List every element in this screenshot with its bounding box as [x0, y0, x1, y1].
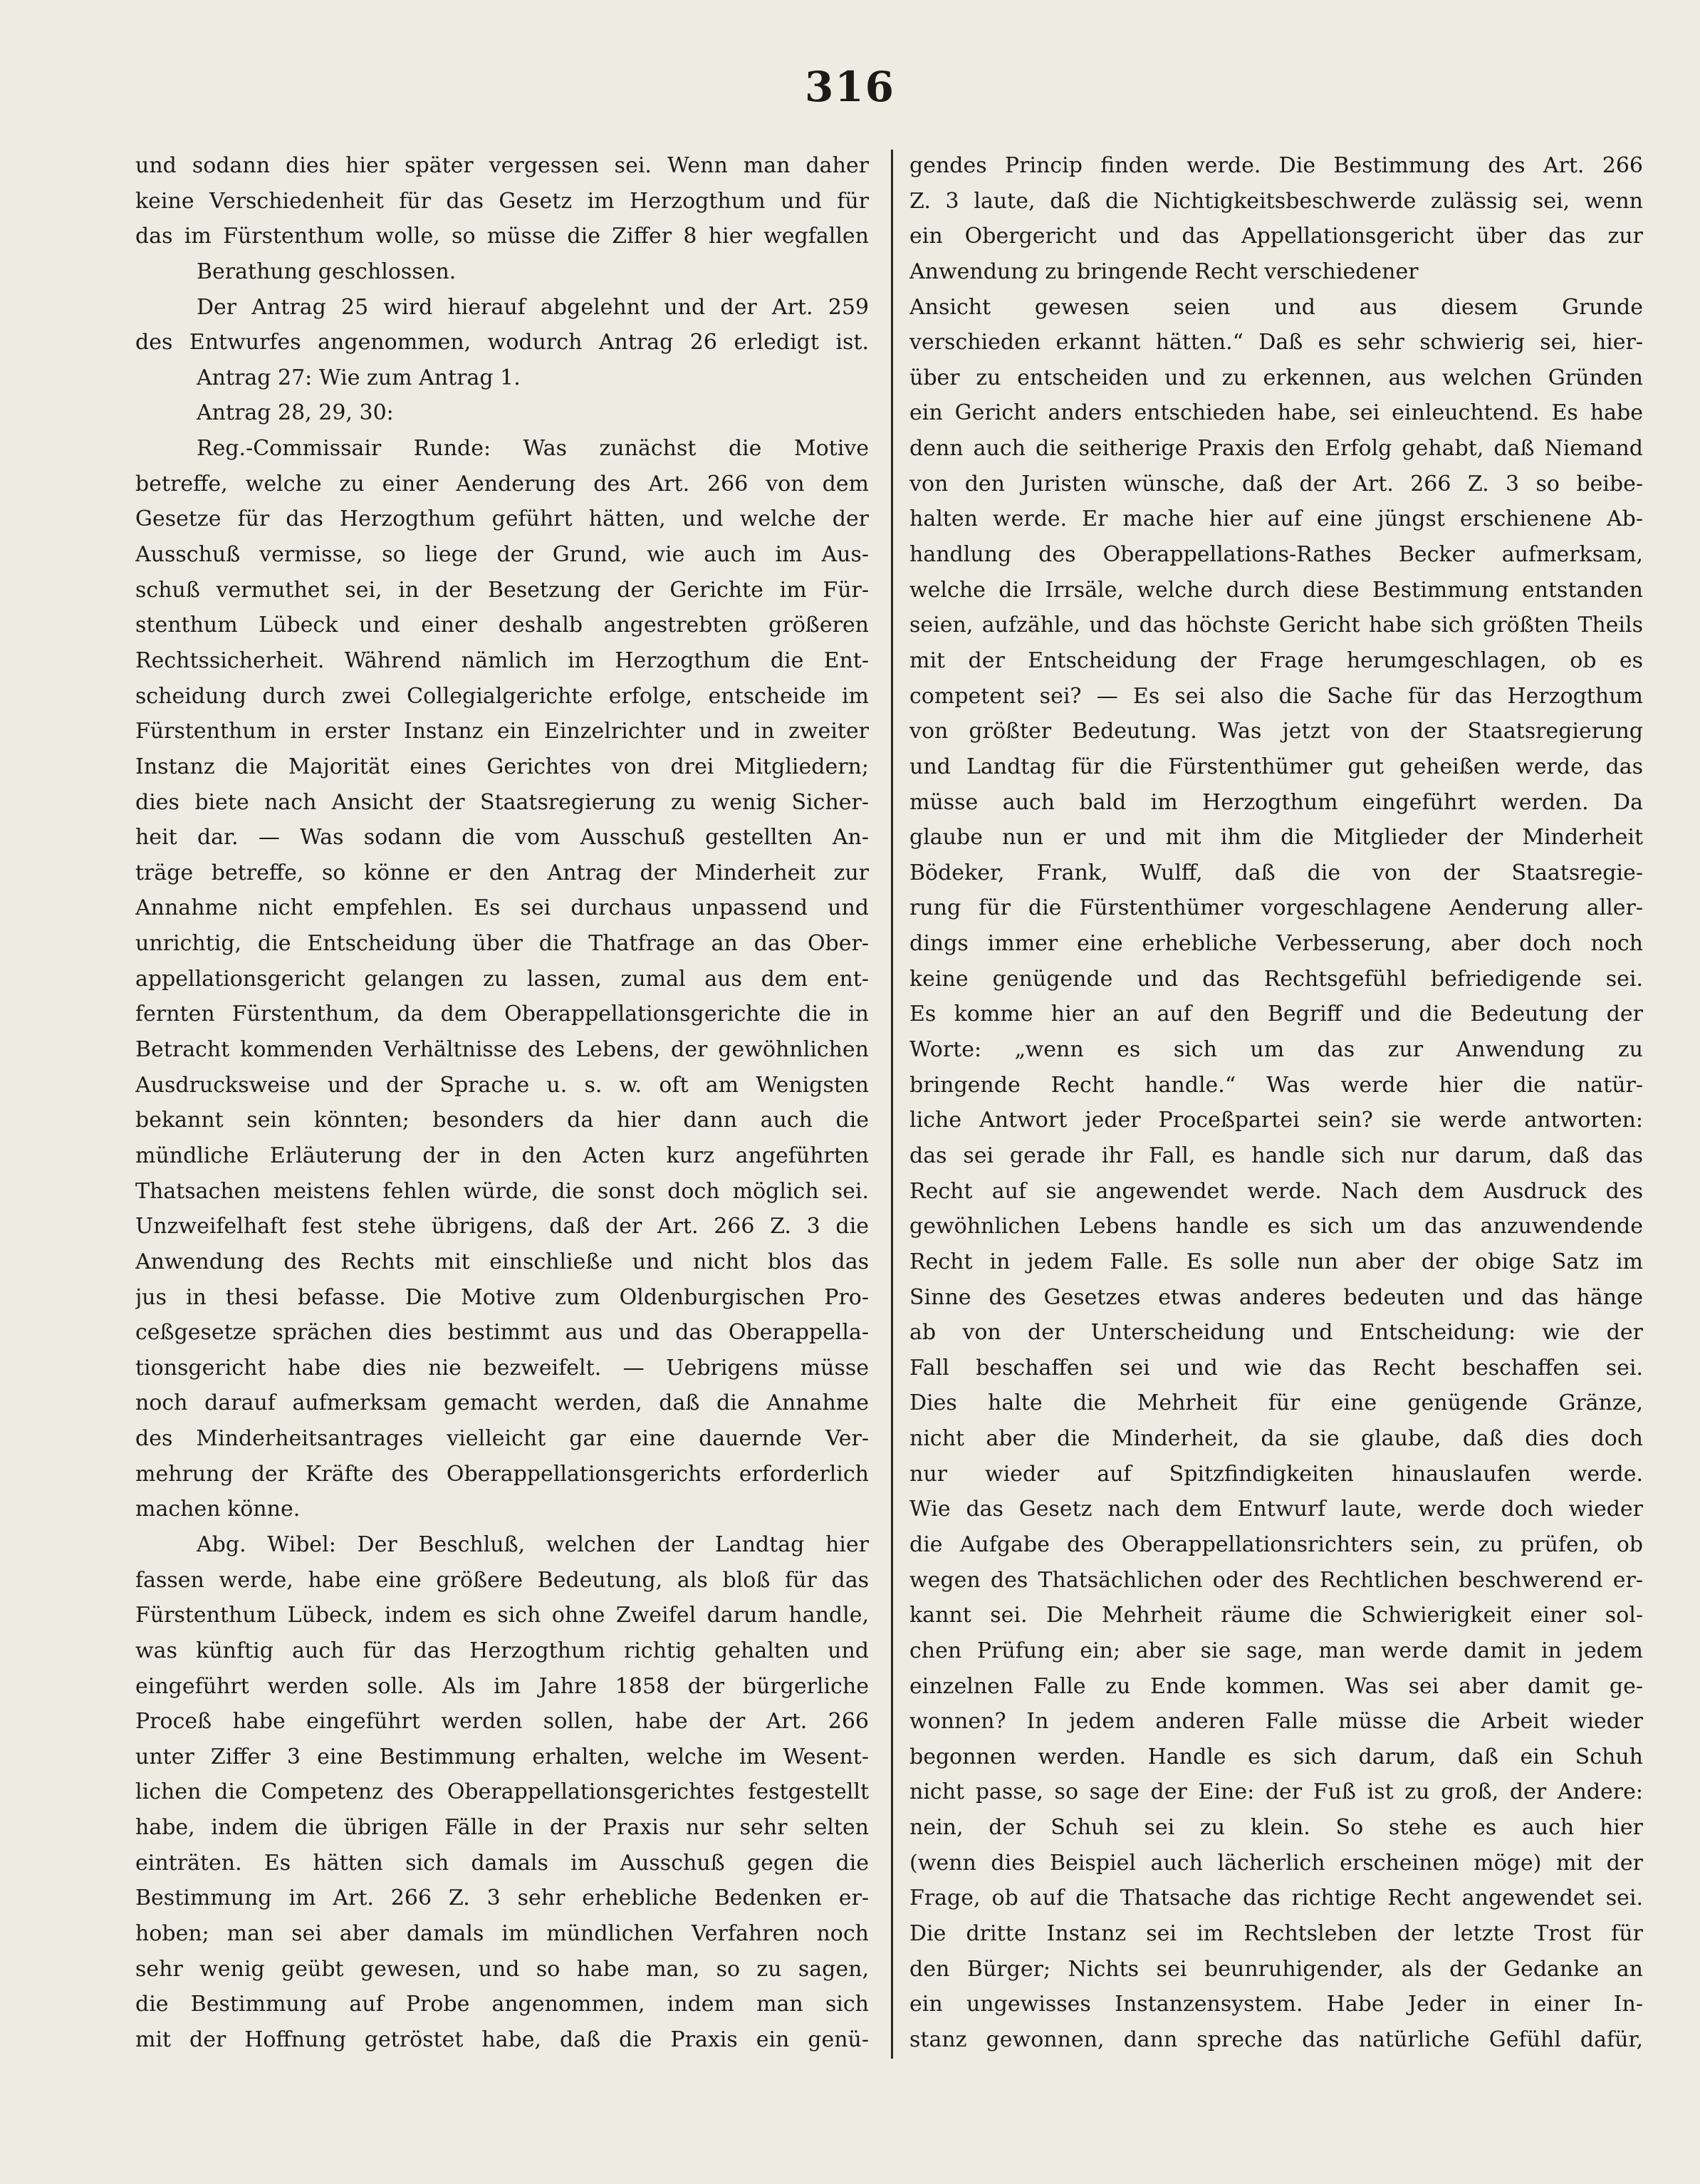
text-line: machen könne.: [135, 1497, 301, 1522]
text-line: stenthum Lübeck und einer deshalb angestrebten größeren: [135, 613, 869, 638]
text-line: (wenn dies Beispiel auch lächerlich erscheinen möge) mit der: [909, 1850, 1643, 1876]
text-line: müsse auch bald im Herzogthum eingeführt werden. Da: [909, 789, 1643, 815]
text-line: Reg.-Commissair Runde: Was zunächst die Motive: [197, 436, 869, 462]
text-line: des Entwurfes angenommen, wodurch Antrag 26 erledigt ist.: [135, 330, 869, 355]
text-line: rung für die Fürstenthümer vorgeschlagene Aenderung aller-: [909, 895, 1643, 921]
text-line: Proceß habe eingeführt werden sollen, habe der Art. 266: [135, 1709, 869, 1735]
text-line: Frage, ob auf die Thatsache das richtige Recht angewendet sei.: [909, 1886, 1643, 1911]
text-line: mit der Entscheidung der Frage herumgeschlagen, ob es: [909, 648, 1643, 673]
text-line: ein Obergericht und das Appellationsgericht über das zur: [909, 224, 1643, 249]
text-line: die Aufgabe des Oberappellationsrichters sein, zu prüfen, ob: [909, 1532, 1643, 1557]
text-line: verschieden erkannt hätten.“ Daß es sehr schwierig sei, hier-: [909, 330, 1643, 355]
text-line: dies biete nach Ansicht der Staatsregierung zu wenig Sicher-: [135, 789, 869, 815]
text-line: Fürstenthum in erster Instanz ein Einzelrichter und in zweiter: [135, 719, 869, 744]
text-line: mündliche Erläuterung der in den Acten kurz angeführten: [135, 1143, 869, 1168]
text-line: nein, der Schuh sei zu klein. So stehe es auch hier: [909, 1815, 1643, 1841]
column-divider: [891, 150, 893, 2059]
text-line: nicht passe, so sage der Eine: der Fuß ist zu groß, der Andere:: [909, 1779, 1643, 1805]
text-line: Recht auf sie angewendet werde. Nach dem Ausdruck des: [909, 1178, 1643, 1204]
text-line: Der Antrag 25 wird hierauf abgelehnt und der Art. 259: [197, 294, 869, 320]
text-line: mehrung der Kräfte des Oberappellationsgerichts erforderlich: [135, 1461, 869, 1487]
text-line: keine genügende und das Rechtsgefühl befriedigende sei.: [909, 966, 1643, 992]
text-line: bekannt sein könnten; besonders da hier dann auch die: [135, 1108, 869, 1133]
text-line: Abg. Wibel: Der Beschluß, welchen der Landtag hier: [197, 1532, 869, 1557]
text-line: fernten Fürstenthum, da dem Oberappellationsgerichte die in: [135, 1002, 869, 1027]
text-line: habe, indem die übrigen Fälle in der Praxis nur sehr selten: [135, 1815, 869, 1841]
text-line: jus in thesi befasse. Die Motive zum Oldenburgischen Pro-: [135, 1284, 869, 1310]
text-line: was künftig auch für das Herzogthum richtig gehalten und: [135, 1638, 869, 1663]
text-line: und sodann dies hier später vergessen sei. Wenn man daher: [135, 153, 869, 178]
text-line: das im Fürstenthum wolle, so müsse die Ziffer 8 hier wegfallen: [135, 224, 869, 249]
text-line: bringende Recht handle.“ Was werde hier die natür-: [909, 1072, 1643, 1098]
text-line: handlung des Oberappellations-Rathes Becker aufmerksam,: [909, 542, 1643, 568]
text-line: ein Gericht anders entschieden habe, sei einleuchtend. Es habe: [909, 400, 1643, 426]
text-line: nur wieder auf Spitzfindigkeiten hinauslaufen werde.: [909, 1461, 1643, 1487]
text-line: von den Juristen wünsche, daß der Art. 266 Z. 3 so beibe-: [909, 471, 1643, 496]
text-line: gewöhnlichen Lebens handle es sich um das anzuwendende: [909, 1214, 1643, 1239]
text-line: Instanz die Majorität eines Gerichtes von drei Mitgliedern;: [135, 754, 869, 779]
text-line: wonnen? In jedem anderen Falle müsse die Arbeit wieder: [909, 1709, 1643, 1735]
right-text-column: [909, 148, 1643, 2058]
text-line: Ausdrucksweise und der Sprache u. s. w. oft am Wenigsten: [135, 1072, 869, 1098]
text-line: Annahme nicht empfehlen. Es sei durchaus unpassend und: [135, 895, 869, 921]
text-line: kannt sei. Die Mehrheit räume die Schwierigkeit einer sol-: [909, 1603, 1643, 1628]
text-line: betreffe, welche zu einer Aenderung des Art. 266 von dem: [135, 471, 869, 496]
text-line: ein ungewisses Instanzensystem. Habe Jeder in einer In-: [909, 1992, 1643, 2017]
text-line: Fürstenthum Lübeck, indem es sich ohne Zweifel darum handle,: [135, 1603, 869, 1628]
text-line: ceßgesetze sprächen dies bestimmt aus und das Oberappella-: [135, 1320, 869, 1346]
text-line: appellationsgericht gelangen zu lassen, zumal aus dem ent-: [135, 966, 869, 992]
page-number: 316: [804, 63, 896, 111]
text-line: und Landtag für die Fürstenthümer gut geheißen werde, das: [909, 754, 1643, 779]
text-line: Ausschuß vermisse, so liege der Grund, wie auch im Aus-: [135, 542, 869, 568]
text-line: denn auch die seitherige Praxis den Erfolg gehabt, daß Niemand: [909, 436, 1643, 462]
text-line: des Minderheitsantrages vielleicht gar eine dauernde Ver-: [135, 1426, 869, 1452]
text-line: nicht aber die Minderheit, da sie glaube, daß dies doch: [909, 1426, 1643, 1452]
text-line: träge betreffe, so könne er den Antrag der Minderheit zur: [135, 860, 869, 885]
text-line: Recht in jedem Falle. Es solle nun aber der obige Satz im: [909, 1249, 1643, 1274]
text-line: Die dritte Instanz sei im Rechtsleben der letzte Trost für: [909, 1921, 1643, 1947]
text-line: über zu entscheiden und zu erkennen, aus welchen Gründen: [909, 365, 1643, 390]
text-line: welche die Irrsäle, welche durch diese Bestimmung entstanden: [909, 577, 1643, 603]
text-line: Betracht kommenden Verhältnisse des Lebens, der gewöhnlichen: [135, 1037, 869, 1063]
text-line: unter Ziffer 3 eine Bestimmung erhalten, welche im Wesent-: [135, 1744, 869, 1769]
text-line: dings immer eine erhebliche Verbesserung, aber doch noch: [909, 931, 1643, 957]
text-line: ab von der Unterscheidung und Entscheidung: wie der: [909, 1320, 1643, 1346]
text-line: begonnen werden. Handle es sich darum, daß ein Schuh: [909, 1744, 1643, 1769]
text-line: halten werde. Er mache hier auf eine jüngst erschienene Ab-: [909, 506, 1643, 532]
text-line: Antrag 27: Wie zum Antrag 1.: [197, 365, 521, 390]
text-line: unrichtig, die Entscheidung über die Thatfrage an das Ober-: [135, 931, 869, 957]
text-line: den Bürger; Nichts sei beunruhigender, als der Gedanke an: [909, 1956, 1643, 1982]
text-line: Fall beschaffen sei und wie das Recht beschaffen sei.: [909, 1355, 1643, 1380]
text-line: Bestimmung im Art. 266 Z. 3 sehr erhebliche Bedenken er-: [135, 1886, 869, 1911]
text-line: scheidung durch zwei Collegialgerichte erfolge, entscheide im: [135, 683, 869, 709]
text-line: Anwendung des Rechts mit einschließe und nicht blos das: [135, 1249, 869, 1274]
text-line: keine Verschiedenheit für das Gesetz im Herzogthum und für: [135, 188, 869, 214]
text-line: Sinne des Gesetzes etwas anderes bedeuten und das hänge: [909, 1284, 1643, 1310]
text-line: Bödeker, Frank, Wulff, daß die von der Staatsregie-: [909, 860, 1643, 885]
text-line: Ansicht gewesen seien und aus diesem Grunde: [909, 294, 1643, 320]
text-line: mit der Hoffnung getröstet habe, daß die Praxis ein genü-: [135, 2027, 869, 2052]
text-line: hoben; man sei aber damals im mündlichen Verfahren noch: [135, 1921, 869, 1947]
text-line: Unzweifelhaft fest stehe übrigens, daß der Art. 266 Z. 3 die: [135, 1214, 869, 1239]
text-line: Berathung geschlossen.: [197, 259, 457, 284]
text-line: Z. 3 laute, daß die Nichtigkeitsbeschwerde zulässig sei, wenn: [909, 188, 1643, 214]
text-line: seien, aufzähle, und das höchste Gericht habe sich größten Theils: [909, 613, 1643, 638]
text-line: heit dar. — Was sodann die vom Ausschuß gestellten An-: [135, 825, 869, 851]
text-line: noch darauf aufmerksam gemacht werden, daß die Annahme: [135, 1390, 869, 1416]
text-line: von größter Bedeutung. Was jetzt von der Staatsregierung: [909, 719, 1643, 744]
text-line: lichen die Competenz des Oberappellationsgerichtes festgestellt: [135, 1779, 869, 1805]
text-line: eingeführt werden solle. Als im Jahre 1858 der bürgerliche: [135, 1673, 869, 1699]
text-line: einzelnen Falle zu Ende kommen. Was sei aber damit ge-: [909, 1673, 1643, 1699]
text-line: schuß vermuthet sei, in der Besetzung der Gerichte im Für-: [135, 577, 869, 603]
text-line: glaube nun er und mit ihm die Mitglieder der Minderheit: [909, 825, 1643, 851]
text-line: Es komme hier an auf den Begriff und die Bedeutung der: [909, 1002, 1643, 1027]
text-line: das sei gerade ihr Fall, es handle sich nur darum, daß das: [909, 1143, 1643, 1168]
text-line: die Bestimmung auf Probe angenommen, indem man sich: [135, 1992, 869, 2017]
text-line: wegen des Thatsächlichen oder des Rechtlichen beschwerend er-: [909, 1567, 1643, 1593]
left-text-column: [135, 148, 869, 2058]
text-line: stanz gewonnen, dann spreche das natürliche Gefühl dafür,: [909, 2027, 1643, 2052]
text-line: chen Prüfung ein; aber sie sage, man werde damit in jedem: [909, 1638, 1643, 1663]
text-line: Rechtssicherheit. Während nämlich im Herzogthum die Ent-: [135, 648, 869, 673]
text-line: Dies halte die Mehrheit für eine genügende Gränze,: [909, 1390, 1643, 1416]
text-line: einträten. Es hätten sich damals im Ausschuß gegen die: [135, 1850, 869, 1876]
text-line: fassen werde, habe eine größere Bedeutung, als bloß für das: [135, 1567, 869, 1593]
text-line: sehr wenig geübt gewesen, und so habe man, so zu sagen,: [135, 1956, 869, 1982]
text-line: competent sei? — Es sei also die Sache für das Herzogthum: [909, 683, 1643, 709]
text-line: Worte: „wenn es sich um das zur Anwendung zu: [909, 1037, 1643, 1063]
text-line: Thatsachen meistens fehlen würde, die sonst doch möglich sei.: [135, 1178, 869, 1204]
text-line: Antrag 28, 29, 30:: [197, 400, 394, 426]
text-line: Gesetze für das Herzogthum geführt hätten, und welche der: [135, 506, 869, 532]
text-line: tionsgericht habe dies nie bezweifelt. — Uebrigens müsse: [135, 1355, 869, 1380]
text-line: Anwendung zu bringende Recht verschiedener: [909, 259, 1419, 284]
text-line: Wie das Gesetz nach dem Entwurf laute, werde doch wieder: [909, 1497, 1643, 1522]
text-line: liche Antwort jeder Proceßpartei sein? sie werde antworten:: [909, 1108, 1643, 1133]
text-line: gendes Princip finden werde. Die Bestimmung des Art. 266: [909, 153, 1643, 178]
